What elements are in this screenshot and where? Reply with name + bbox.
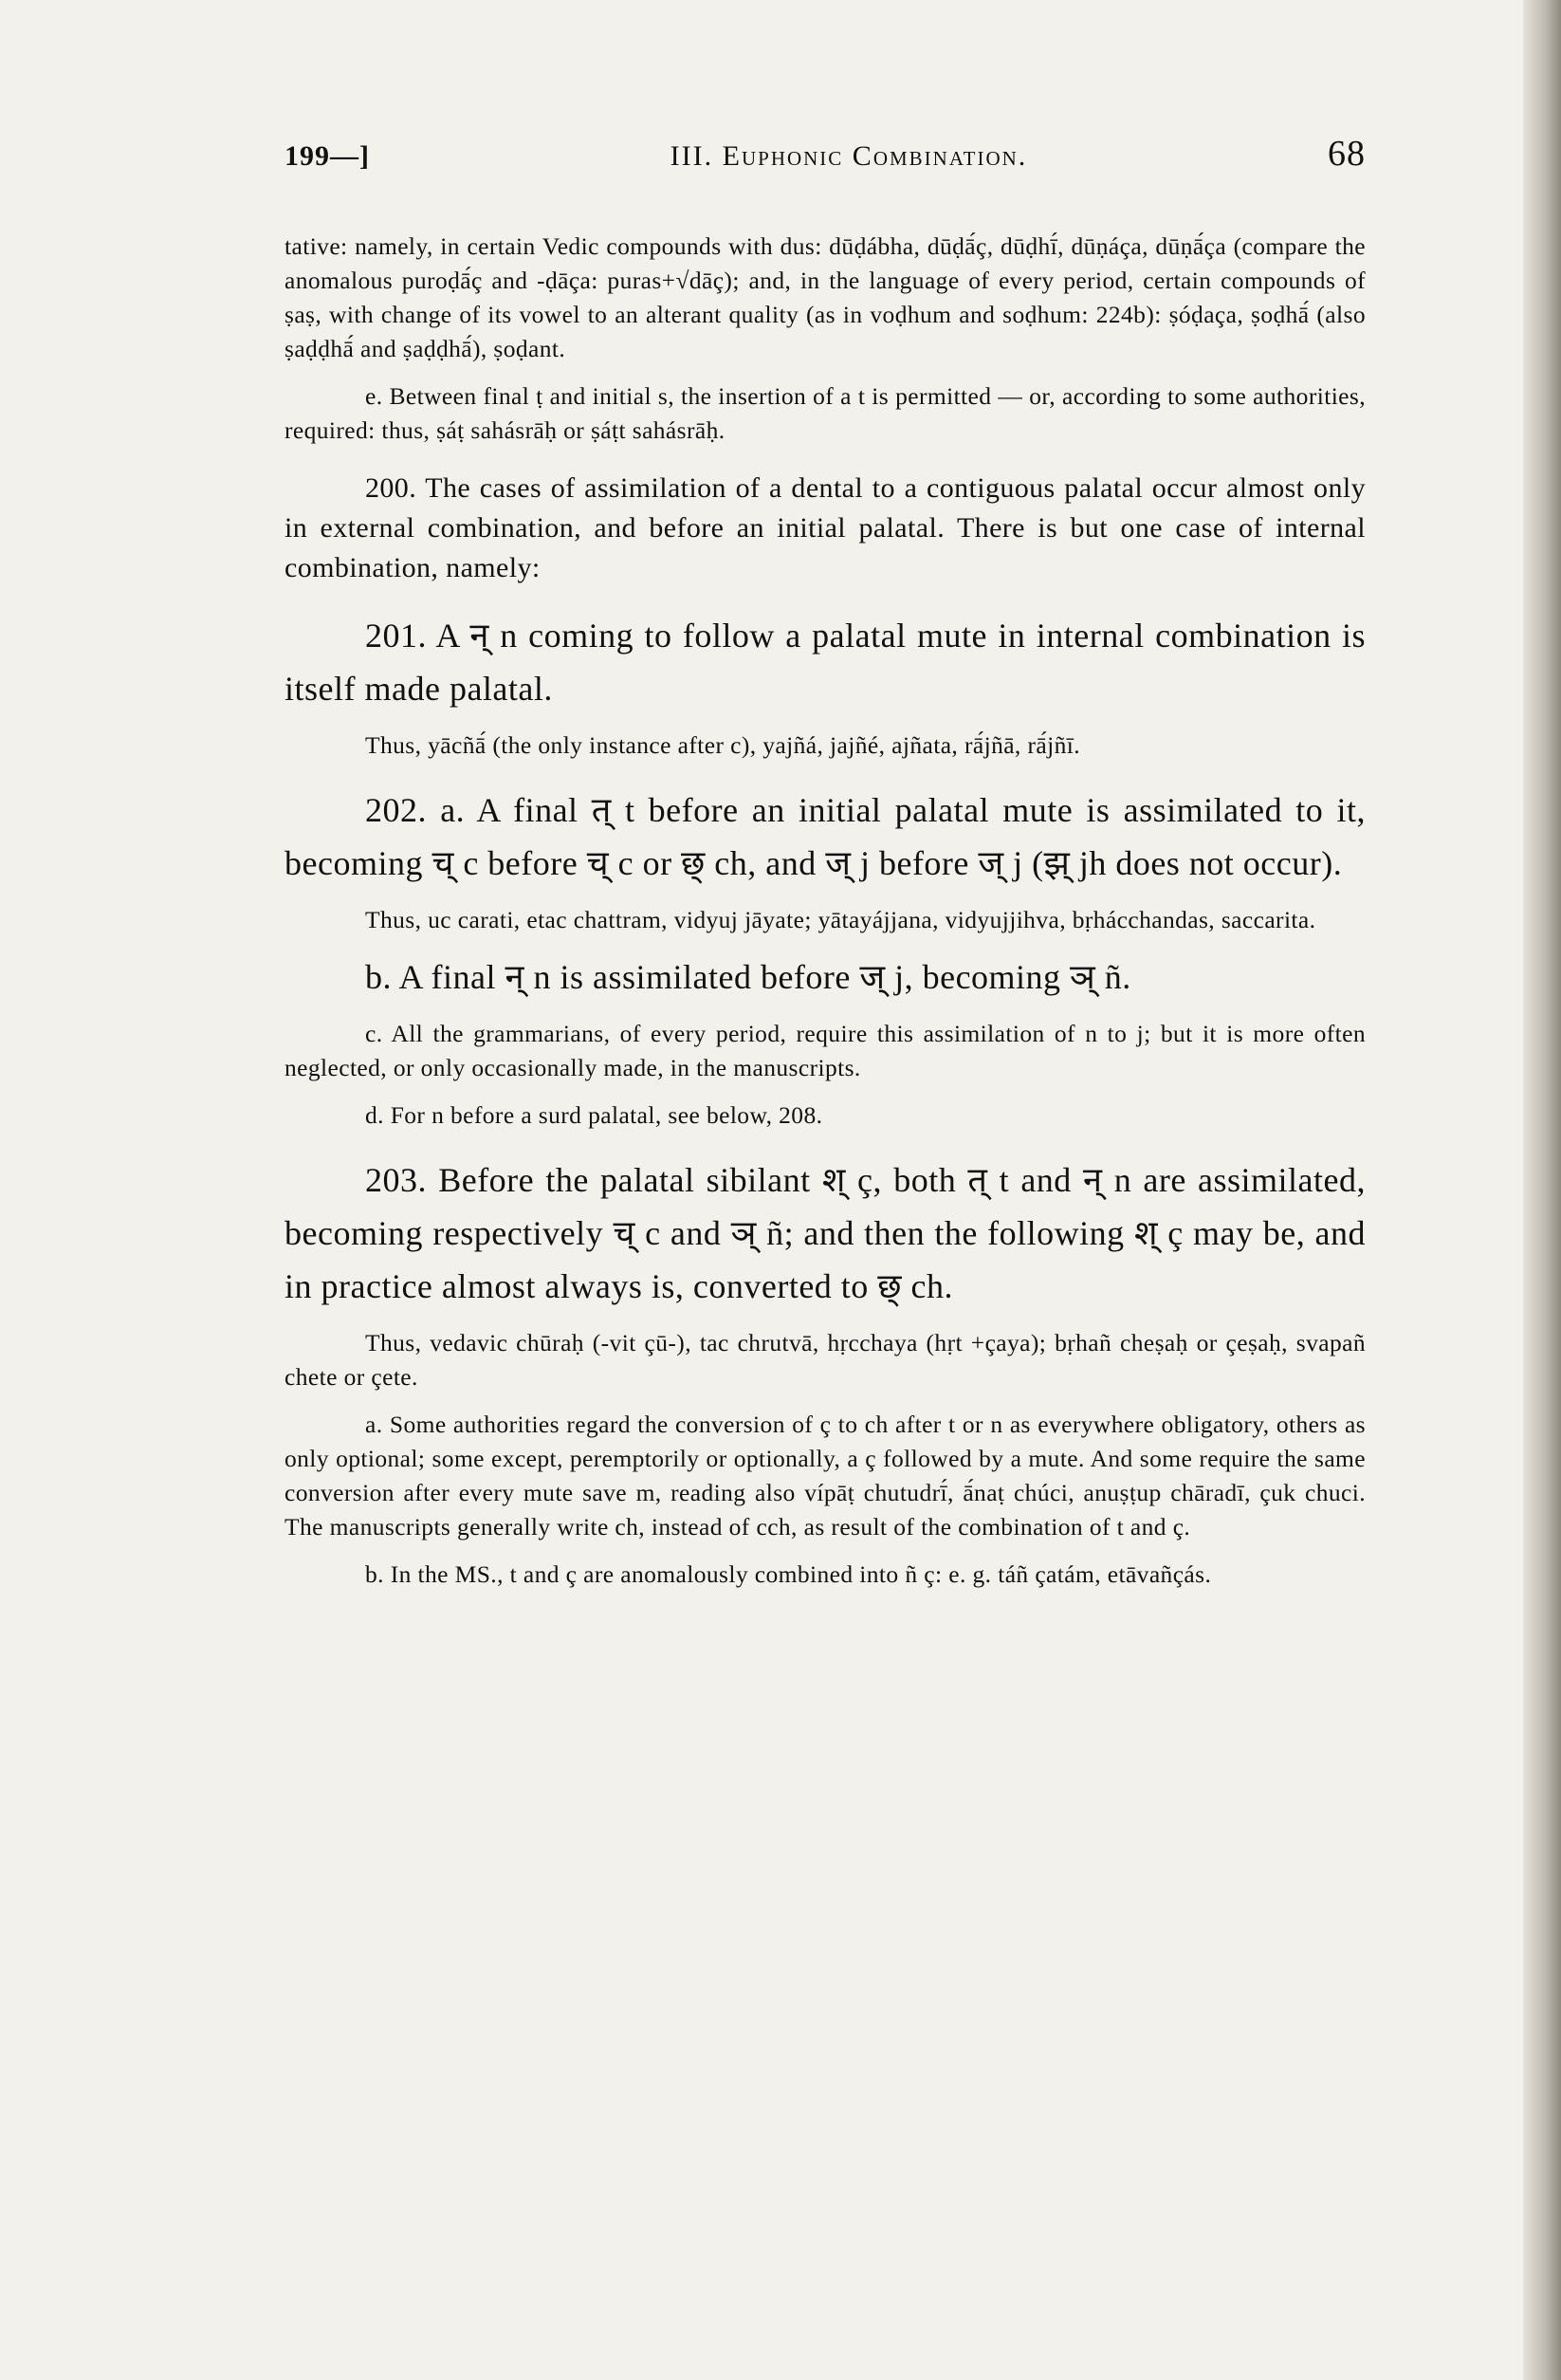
- paragraph-199e: e. Between final ṭ and initial s, the insertion of a t is permitted — or, according to some authorities, required: thus, ṣáṭ sahásrāḥ or ṣáṭt sahásrāḥ.: [285, 382, 1366, 444]
- paragraph-200: 200. The cases of assimilation of a dental to a contiguous palatal occur almost only in external combination, and before an initial palatal. There is but one case of internal combination, namely:: [285, 472, 1366, 583]
- paragraph-202c: c. All the grammarians, of every period, require this assimilation of n to j; but it is more often neglected, or only occasionally made, in the manuscripts.: [285, 1020, 1366, 1081]
- paragraph-201-examples: Thus, yācñā́ (the only instance after c), yajñá, jajñé, ajñata, rā́jñā, rā́jñī.: [365, 731, 1080, 759]
- book-page: [285, 133, 1366, 1592]
- paragraph-199d: tative: namely, in certain Vedic compounds with dus: dūḍábha, dūḍā́ç, dūḍhī́, dūṇáça, dūṇā́ça (compare the anomalous puroḍā́ç and -ḍāça: puras+√dāç); and, in the language of every period, certain compounds of ṣaṣ, with change of its vowel to an alterant quality (as in voḍhum and soḍhum: 224b): ṣóḍaça, ṣoḍhā́ (also ṣaḍḍhā́ and ṣaḍḍhā́), ṣoḍant.: [285, 232, 1366, 362]
- page-edge-shadow: [1523, 0, 1561, 2380]
- paragraph-202a-examples: Thus, uc carati, etac chattram, vidyuj jāyate; yātayájjana, vidyujjihva, bṛhácchandas, saccarita.: [365, 906, 1316, 933]
- running-head: [285, 133, 1366, 175]
- paragraph-202b: b. A final न् n is assimilated before ज् j, becoming ञ् ñ.: [365, 958, 1131, 996]
- paragraph-201: 201. A न् n coming to follow a palatal mute in internal combination is itself made palatal.: [285, 617, 1366, 708]
- paragraph-203b: b. In the MS., t and ç are anomalously combined into ñ ç: e. g. táñ çatám, etāvañçás.: [365, 1560, 1212, 1588]
- paragraph-203: 203. Before the palatal sibilant श् ç, both त् t and न् n are assimilated, becoming respectively च् c and ञ् ñ; and then the following श् ç may be, and in practice almost always is, converted to छ् ch.: [285, 1161, 1366, 1305]
- section-range: 199—]: [285, 140, 370, 172]
- paragraph-202a: 202. a. A final त् t before an initial palatal mute is assimilated to it, becoming च् c before च् c or छ् ch, and ज् j before ज् j (झ् jh does not occur).: [285, 791, 1366, 882]
- paragraph-202d: d. For n before a surd palatal, see below, 208.: [365, 1101, 823, 1129]
- paragraph-203-examples: Thus, vedavic chūraḥ (-vit çū-), tac chrutvā, hṛcchaya (hṛt +çaya); bṛhañ cheṣaḥ or çeṣaḥ, svapañ chete or çete.: [285, 1329, 1366, 1391]
- page-number: 68: [1327, 134, 1366, 174]
- chapter-title: III. Euphonic Combination.: [670, 140, 1028, 172]
- paragraph-203a: a. Some authorities regard the conversion of ç to ch after t or n as everywhere obligatory, others as only optional; some except, peremptorily or optionally, a ç followed by a mute. And some require the same conversion after every mute save m, reading also vípāṭ chutudrī́, ā́naṭ chúci, anuṣṭup chāradī, çuk chuci. The manuscripts generally write ch, instead of cch, as result of the combination of t and ç.: [285, 1411, 1366, 1541]
